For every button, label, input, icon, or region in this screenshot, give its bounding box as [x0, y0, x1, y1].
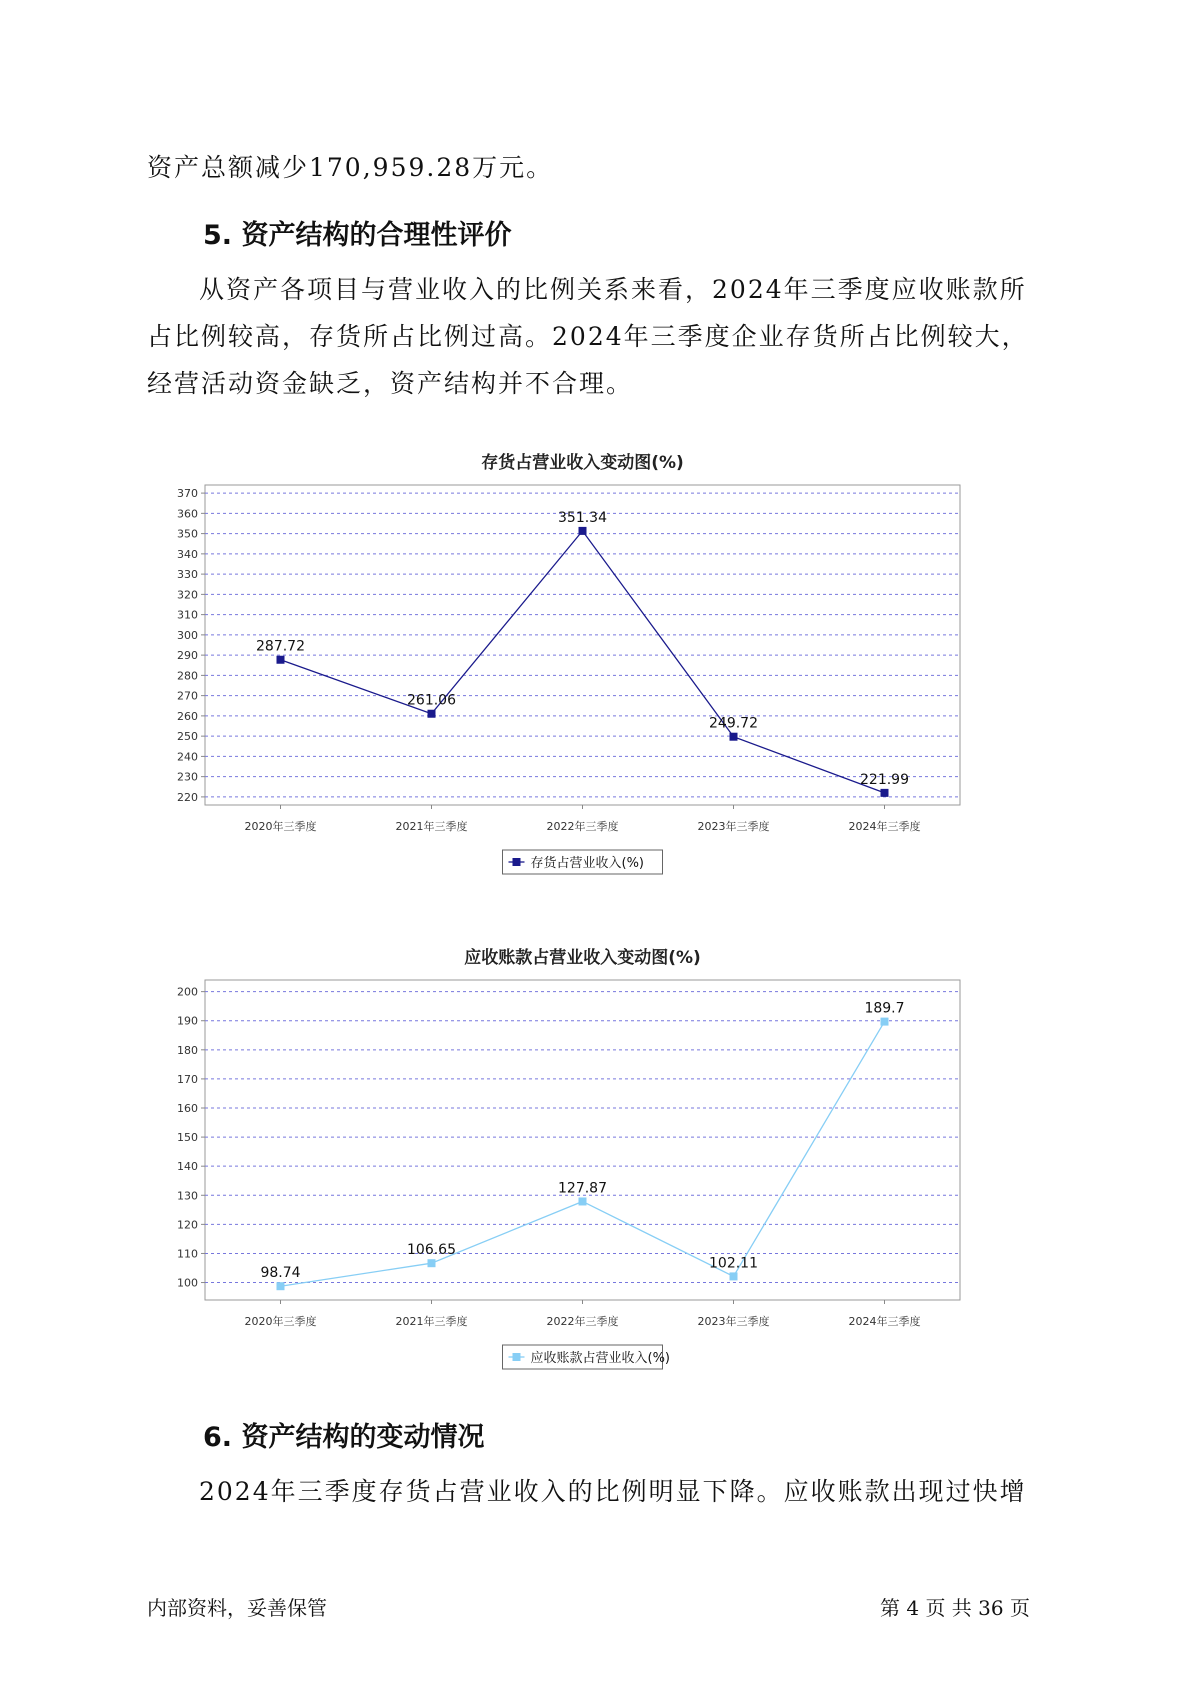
data-label: 106.65: [407, 1242, 456, 1259]
y-tick-label: 250: [177, 730, 198, 744]
y-tick-label: 190: [177, 1014, 198, 1028]
y-tick-label: 150: [177, 1131, 198, 1145]
data-point: [579, 1197, 587, 1205]
y-tick-label: 240: [177, 750, 198, 764]
y-tick-label: 160: [177, 1102, 198, 1115]
receivables-ratio-chart-svg: [140, 935, 1040, 1385]
chart-legend: [503, 850, 663, 874]
intro-line: 资产总额减少170,959.28万元。: [147, 153, 554, 182]
data-point: [730, 1272, 738, 1280]
plot-area: [205, 980, 960, 1300]
y-tick-label: 140: [177, 1160, 198, 1174]
y-tick-label: 130: [177, 1189, 198, 1203]
x-tick-label: 2022年三季度: [546, 820, 619, 833]
inventory-ratio-chart: [140, 440, 1040, 890]
chart-title: 存货占营业收入变动图(%): [481, 453, 684, 473]
y-tick-label: 170: [177, 1072, 198, 1086]
x-tick-label: 2020年三季度: [244, 820, 317, 833]
data-label: 102.11: [709, 1255, 758, 1272]
section-heading-6: 6. 资产结构的变动情况: [203, 1422, 485, 1453]
data-label: 189.7: [864, 1000, 905, 1017]
data-point: [428, 1259, 436, 1267]
data-label: 221.99: [860, 771, 909, 788]
data-point: [277, 656, 285, 664]
y-tick-label: 360: [177, 507, 198, 521]
paragraph-6-line: 2024年三季度存货占营业收入的比例明显下降。应收账款出现过快增: [199, 1477, 1027, 1506]
y-tick-label: 180: [177, 1043, 198, 1057]
y-tick-label: 370: [177, 487, 198, 501]
y-tick-label: 100: [177, 1276, 198, 1290]
y-tick-label: 340: [177, 547, 198, 561]
chart-title: 应收账款占营业收入变动图(%): [464, 948, 701, 968]
data-point: [881, 1018, 889, 1026]
legend-marker: [513, 1353, 521, 1361]
footer-page-number: 第 4 页 共 36 页: [880, 1596, 1030, 1620]
data-label: 249.72: [709, 715, 758, 732]
x-tick-label: 2024年三季度: [848, 820, 921, 833]
data-label: 261.06: [407, 692, 456, 709]
data-point: [428, 710, 436, 718]
y-tick-label: 200: [177, 985, 198, 999]
legend-label: 应收账款占营业收入(%): [530, 1351, 670, 1366]
x-tick-label: 2024年三季度: [848, 1315, 921, 1328]
x-tick-label: 2021年三季度: [395, 1315, 468, 1328]
paragraph-line-2: 占比例较高，存货所占比例过高。2024年三季度企业存货所占比例较大，: [147, 322, 1029, 351]
y-tick-label: 270: [177, 689, 198, 703]
y-tick-label: 230: [177, 770, 198, 784]
chart-legend: [503, 1345, 671, 1369]
x-tick-label: 2022年三季度: [546, 1315, 619, 1328]
data-point: [277, 1282, 285, 1290]
x-tick-label: 2021年三季度: [395, 820, 468, 833]
receivables-ratio-chart: [140, 935, 1040, 1385]
data-label: 98.74: [260, 1265, 301, 1282]
data-point: [881, 789, 889, 797]
x-tick-label: 2020年三季度: [244, 1315, 317, 1328]
legend-label: 存货占营业收入(%): [530, 856, 644, 871]
paragraph-line-1: 从资产各项目与营业收入的比例关系来看，2024年三季度应收账款所: [199, 275, 1027, 304]
y-tick-label: 280: [177, 669, 198, 683]
x-tick-label: 2023年三季度: [697, 820, 770, 833]
paragraph-line-3: 经营活动资金缺乏，资产结构并不合理。: [147, 369, 634, 398]
y-tick-label: 120: [177, 1218, 198, 1232]
y-tick-label: 320: [177, 588, 198, 602]
inventory-ratio-chart-svg: [140, 440, 1040, 890]
y-tick-label: 330: [177, 568, 198, 582]
y-tick-label: 290: [177, 649, 198, 663]
data-point: [579, 527, 587, 535]
data-label: 127.87: [558, 1180, 607, 1197]
y-tick-label: 220: [177, 790, 198, 804]
y-tick-label: 350: [177, 527, 198, 541]
y-tick-label: 300: [177, 628, 198, 642]
data-label: 351.34: [558, 509, 607, 526]
y-tick-label: 310: [177, 608, 198, 622]
y-tick-label: 110: [177, 1247, 198, 1261]
data-label: 287.72: [256, 638, 305, 655]
section-heading-5: 5. 资产结构的合理性评价: [203, 220, 512, 251]
legend-marker: [513, 858, 521, 866]
footer-confidential-note: 内部资料，妥善保管: [147, 1596, 327, 1620]
y-tick-label: 260: [177, 709, 198, 723]
x-tick-label: 2023年三季度: [697, 1315, 770, 1328]
data-point: [730, 733, 738, 741]
